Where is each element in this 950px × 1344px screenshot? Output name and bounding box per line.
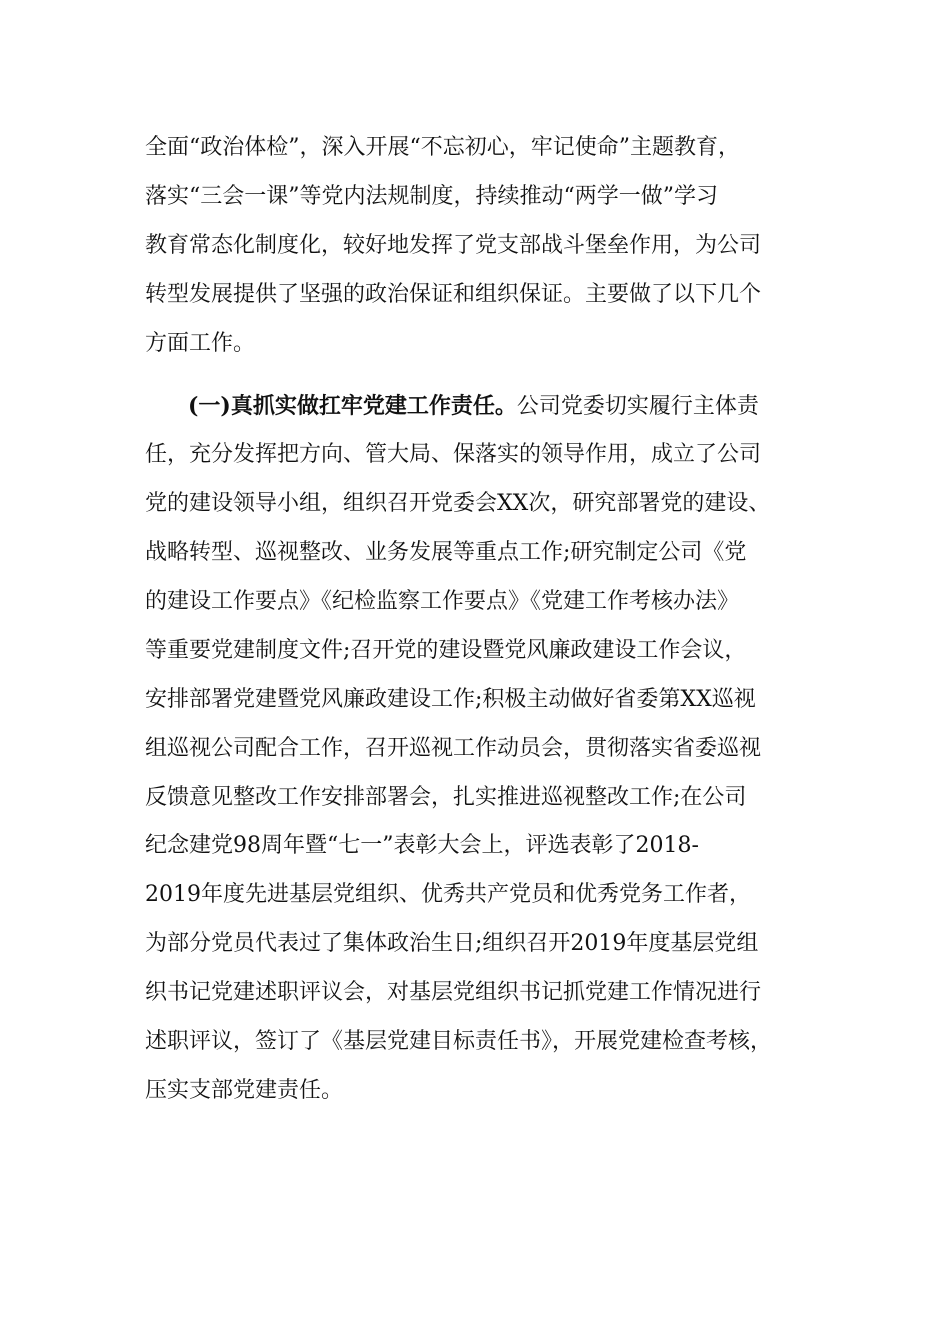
paragraph-2-line-2: 任，充分发挥把方向、管大局、保落实的领导作用，成立了公司 [145, 442, 762, 468]
paragraph-2-line-8: 组巡视公司配合工作，召开巡视工作动员会，贯彻落实省委巡视 [145, 735, 762, 761]
paragraph-2-line-6: 等重要党建制度文件;召开党的建设暨党风廉政建设工作会议， [145, 637, 747, 663]
paragraph-2-line-10: 纪念建党98周年暨“七一”表彰大会上，评选表彰了2018- [145, 833, 699, 859]
paragraph-2-line-3: 党的建设领导小组，组织召开党委会XX次，研究部署党的建设、 [145, 491, 771, 517]
paragraph-1-line-5: 方面工作。 [145, 330, 256, 356]
document-body [145, 133, 825, 1125]
paragraph-spacer [145, 377, 825, 391]
paragraph-1-line-3: 教育常态化制度化，较好地发挥了党支部战斗堡垒作用，为公司 [145, 232, 762, 258]
paragraph-2-line-4: 战略转型、巡视整改、业务发展等重点工作;研究制定公司《党 [145, 540, 747, 566]
paragraph-2 [145, 391, 825, 1124]
paragraph-2-line-14: 述职评议，签订了《基层党建目标责任书》，开展党建检查考核， [145, 1029, 773, 1055]
paragraph-2-line-12: 为部分党员代表过了集体政治生日;组织召开2019年度基层党组 [145, 931, 759, 957]
paragraph-2-line-15: 压实支部党建责任。 [145, 1077, 344, 1103]
paragraph-2-line-13: 织书记党建述职评议会，对基层党组织书记抓党建工作情况进行 [145, 980, 762, 1006]
paragraph-1 [145, 133, 825, 377]
paragraph-2-line-9: 反馈意见整改工作安排部署会，扎实推进巡视整改工作;在公司 [145, 784, 747, 810]
paragraph-1-line-2: 落实“三会一课”等党内法规制度，持续推动“两学一做”学习 [145, 183, 718, 209]
paragraph-2-line-11: 2019年度先进基层党组织、优秀共产党员和优秀党务工作者， [145, 882, 751, 908]
paragraph-1-line-1: 全面“政治体检”，深入开展“不忘初心，牢记使命”主题教育， [145, 135, 740, 160]
paragraph-1-line-4: 转型发展提供了坚强的政治保证和组织保证。主要做了以下几个 [145, 281, 762, 307]
paragraph-2-line-1 [145, 391, 825, 440]
paragraph-2-line-5: 的建设工作要点》《纪检监察工作要点》《党建工作考核办法》 [145, 589, 740, 615]
paragraph-2-line-7: 安排部署党建暨党风廉政建设工作;积极主动做好省委第XX巡视 [145, 686, 756, 712]
section-heading: (一)真抓实做扛牢党建工作责任。 [188, 393, 517, 420]
paragraph-2-line-1-rest: 公司党委切实履行主体责 [516, 394, 759, 420]
